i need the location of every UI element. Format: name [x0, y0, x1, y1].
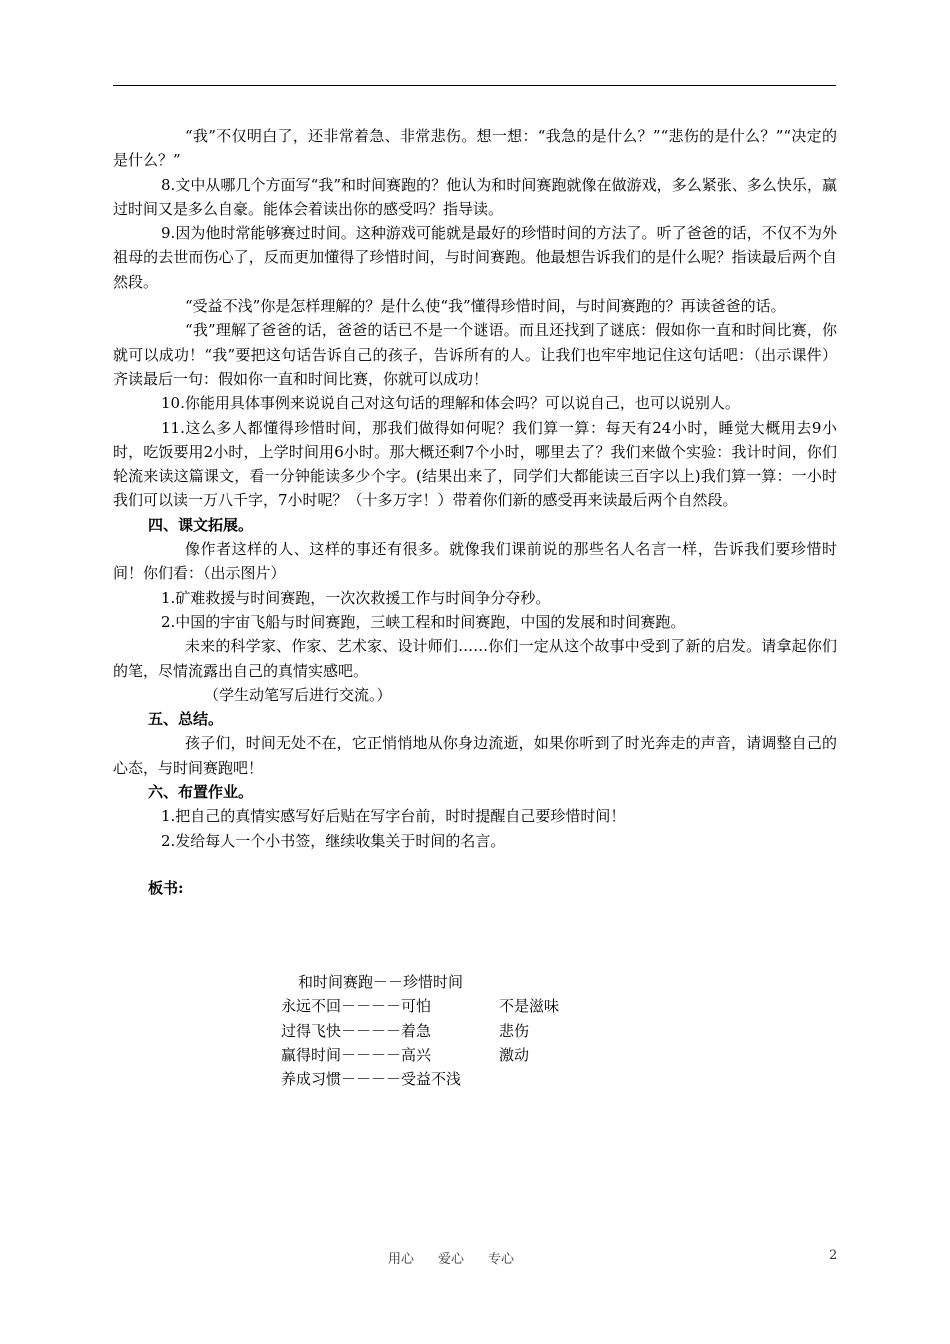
motto-word: 专心 [488, 1252, 515, 1267]
paragraph: 9.因为他时常能够赛过时间。这种游戏可能就是最好的珍惜时间的方法了。听了爸爸的话，不仅不为外祖母的去世而伤心了，反而更加懂得了珍惜时间，与时间赛跑。他最想告诉我们的是什么呢？指读最后两个自然段。 [113, 224, 837, 291]
section-heading: 六、布置作业。 [148, 783, 254, 802]
page-number: 2 [829, 1248, 838, 1263]
board-row-right: 不是滋味 [499, 997, 560, 1016]
paragraph: “我”不仅明白了，还非常着急、非常悲伤。想一想：“我急的是什么？”“悲伤的是什么？”“决定的是什么？” [113, 127, 837, 170]
section-heading: 五、总结。 [148, 710, 224, 729]
paragraph: 像作者这样的人、这样的事还有很多。就像我们课前说的那些名人名言一样，告诉我们要珍惜时间！你们看：（出示图片） [113, 540, 837, 583]
board-row-left: 养成习惯－－－－受益不浅 [281, 1070, 462, 1089]
list-item: 2.发给每人一个小书签，继续收集关于时间的名言。 [161, 831, 506, 850]
board-row [281, 1043, 559, 1067]
board-row-right: 悲伤 [499, 1021, 530, 1040]
board-label: 板书: [148, 878, 184, 897]
section-heading: 四、课文拓展。 [148, 515, 254, 534]
board-row-left: 过得飞快－－－－着急 [281, 1021, 432, 1040]
blackboard-outline [281, 970, 559, 1091]
footer-motto [388, 1248, 538, 1267]
board-row [281, 1019, 559, 1043]
board-row [281, 1067, 559, 1091]
board-row-right: 激动 [499, 1045, 530, 1064]
note: （学生动笔写后进行交流。） [204, 685, 392, 704]
board-title: 和时间赛跑－－珍惜时间 [298, 973, 464, 991]
paragraph: 11.这么多人都懂得珍惜时间，那我们做得如何呢？我们算一算：每天有24小时，睡觉大概用去9小时，吃饭要用2小时，上学时间用6小时。那大概还剩7个小时，哪里去了？我们来做个实验：我计时间，你们轮流来读这篇课文，看一分钟能读多少个字。(结果出来了，同学们大都能读三百字以上)我们算一算：一小时我们可以读一万八千字，7小时呢？（十多万字！）带着你们新的感受再来读最后两个自然段。 [113, 418, 837, 510]
list-item: 1.矿难救援与时间赛跑，一次次救援工作与时间争分夺秒。 [161, 588, 551, 607]
motto-word: 用心 [388, 1252, 415, 1267]
board-row [281, 994, 559, 1018]
paragraph: “受益不浅”你是怎样理解的？是什么使“我”懂得珍惜时间，与时间赛跑的？再读爸爸的话。 [185, 297, 786, 316]
list-item: 2.中国的宇宙飞船与时间赛跑，三峡工程和时间赛跑，中国的发展和时间赛跑。 [161, 612, 686, 631]
paragraph: 未来的科学家、作家、艺术家、设计师们……你们一定从这个故事中受到了新的启发。请拿起你们的笔，尽情流露出自己的真情实感吧。 [113, 637, 837, 680]
paragraph: 孩子们，时间无处不在，它正悄悄地从你身边流逝，如果你听到了时光奔走的声音，请调整自己的心态，与时间赛跑吧！ [113, 734, 837, 777]
paragraph: 8.文中从哪几个方面写“我”和时间赛跑的？他认为和时间赛跑就像在做游戏，多么紧张、多么快乐，赢过时间又是多么自豪。能体会着读出你的感受吗？指导读。 [113, 175, 837, 218]
motto-word: 爱心 [438, 1252, 465, 1267]
list-item: 1.把自己的真情实感写好后贴在写字台前，时时提醒自己要珍惜时间！ [161, 807, 626, 826]
body-text [113, 124, 837, 900]
paragraph: 10.你能用具体事例来说说自己对这句话的理解和体会吗？可以说自己，也可以说别人。 [161, 394, 740, 413]
header-rule [113, 85, 836, 86]
paragraph: “我”理解了爸爸的话，爸爸的话已不是一个谜语。而且还找到了谜底：假如你一直和时间比赛，你就可以成功！“我”要把这句话告诉自己的孩子，告诉所有的人。让我们也牢牢地记住这句话吧：（出示课件）齐读最后一句：假如你一直和时间比赛，你就可以成功！ [113, 321, 837, 388]
board-row-left: 永远不回－－－－可怕 [281, 997, 432, 1016]
board-row-left: 赢得时间－－－－高兴 [281, 1045, 432, 1064]
